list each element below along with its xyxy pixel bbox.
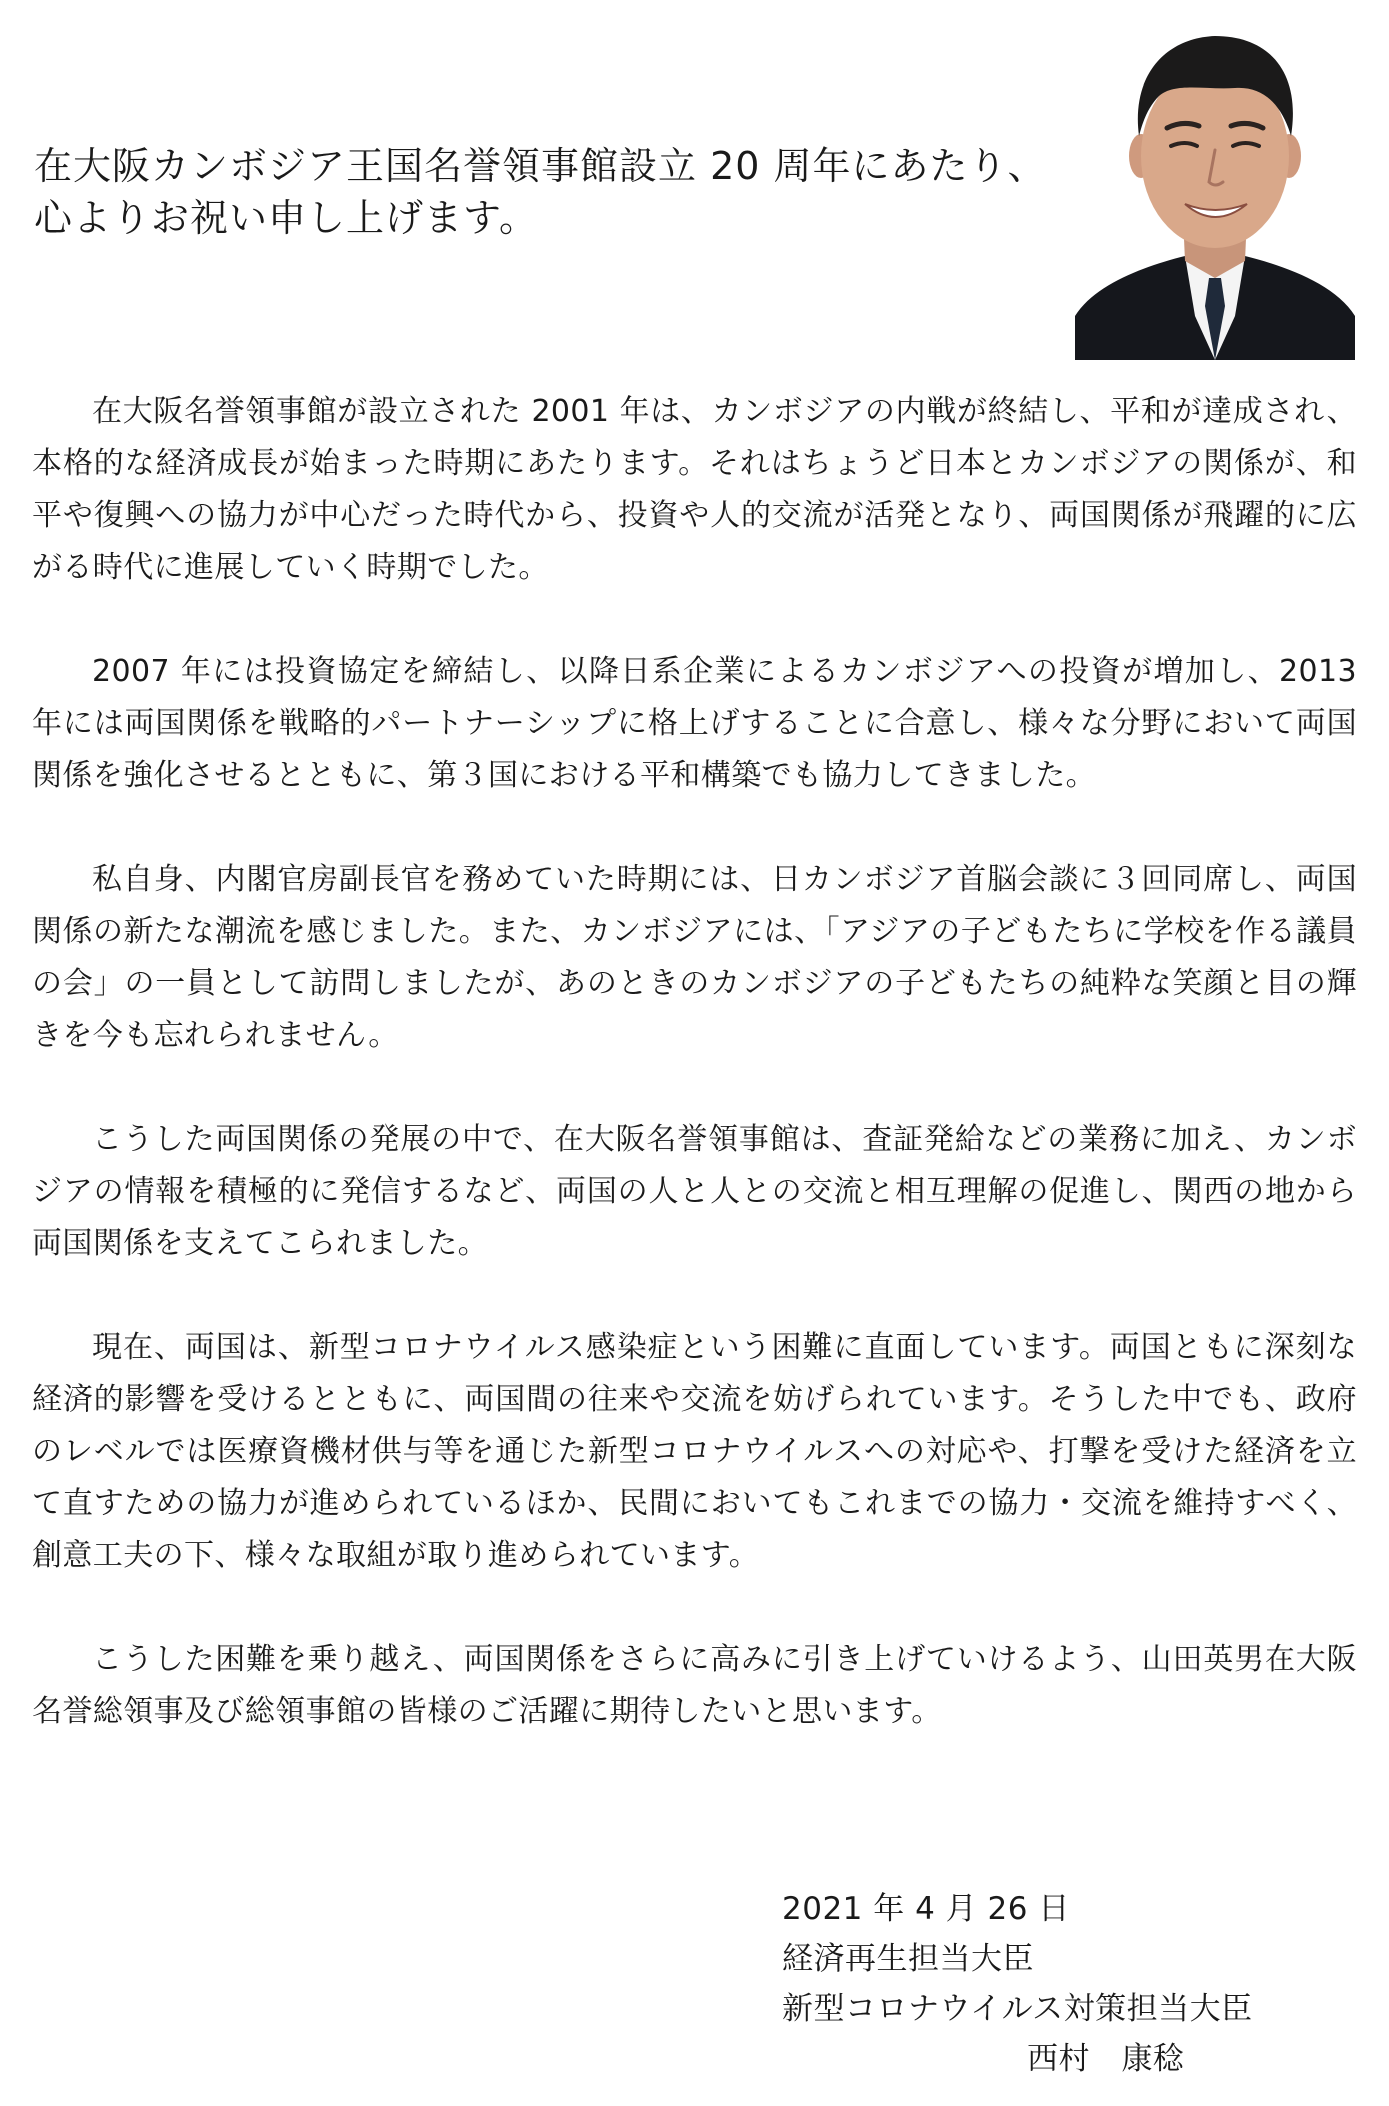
greeting-line-2: 心よりお祝い申し上げます。 — [34, 196, 538, 240]
signature-date: 2021 年 4 月 26 日 — [782, 1891, 1070, 1927]
greeting-heading — [34, 140, 1047, 244]
paragraph-1: 在大阪名誉領事館が設立された 2001 年は、カンボジアの内戦が終結し、平和が達成され、本格的な経済成長が始まった時期にあたります。それはちょうど日本とカンボジアの関係が、和平や復興への協力が中心だった時代から、投資や人的交流が活発となり、両国関係が飛躍的に広がる時代に進展していく時期でした。 — [32, 394, 1357, 585]
letter-body — [32, 386, 1357, 1790]
signature-title-2: 新型コロナウイルス対策担当大臣 — [782, 1991, 1253, 2027]
greeting-line-1: 在大阪カンボジア王国名誉領事館設立 20 周年にあたり、 — [34, 144, 1047, 188]
portrait-icon — [1075, 16, 1355, 360]
paragraph-6: こうした困難を乗り越え、両国関係をさらに高みに引き上げていけるよう、山田英男在大阪名誉総領事及び総領事館の皆様のご活躍に期待したいと思います。 — [32, 1642, 1357, 1729]
portrait-photo — [1075, 16, 1355, 360]
signature-block — [782, 1884, 1342, 2084]
signature-title-1: 経済再生担当大臣 — [782, 1941, 1034, 1977]
paragraph-5: 現在、両国は、新型コロナウイルス感染症という困難に直面しています。両国ともに深刻な経済的影響を受けるとともに、両国間の往来や交流を妨げられています。そうした中でも、政府のレベルでは医療資機材供与等を通じた新型コロナウイルスへの対応や、打撃を受けた経済を立て直すための協力が進められているほか、民間においてもこれまでの協力・交流を維持すべく、創意工夫の下、様々な取組が取り進められています。 — [32, 1330, 1357, 1573]
signature-name: 西村 康稔 — [1027, 2041, 1185, 2077]
paragraph-4: こうした両国関係の発展の中で、在大阪名誉領事館は、査証発給などの業務に加え、カンボジアの情報を積極的に発信するなど、両国の人と人との交流と相互理解の促進し、関西の地から両国関係を支えてこられました。 — [32, 1122, 1357, 1261]
paragraph-2: 2007 年には投資協定を締結し、以降日系企業によるカンボジアへの投資が増加し、2013 年には両国関係を戦略的パートナーシップに格上げすることに合意し、様々な分野において両国関係を強化させるとともに、第３国における平和構築でも協力してきました。 — [32, 654, 1357, 793]
paragraph-3: 私自身、内閣官房副長官を務めていた時期には、日カンボジア首脳会談に３回同席し、両国関係の新たな潮流を感じました。また、カンボジアには、「アジアの子どもたちに学校を作る議員の会」の一員として訪問しましたが、あのときのカンボジアの子どもたちの純粋な笑顔と目の輝きを今も忘れられません。 — [32, 862, 1357, 1053]
